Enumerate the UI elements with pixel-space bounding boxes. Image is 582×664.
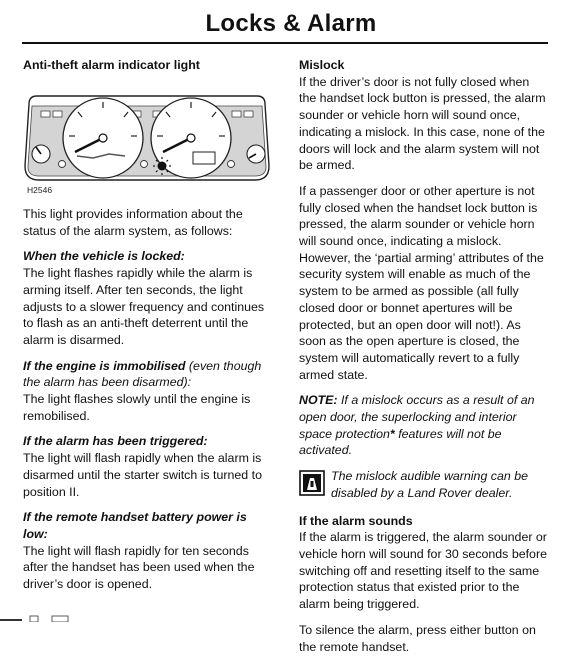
warning-note <box>299 468 549 501</box>
alarm-sounds-paragraph-2: To silence the alarm, press either button on the remote handset. <box>299 622 536 654</box>
indicator-heading: Anti-theft alarm indicator light <box>23 58 200 72</box>
section-triggered-title: If the alarm has been triggered: <box>23 434 208 449</box>
section-locked-title: When the vehicle is locked: <box>23 249 185 264</box>
footer-marks <box>0 614 80 622</box>
section-locked-body: The light flashes rapidly while the alarm is arming itself. After ten seconds, the light adjusts to a slower frequency and continues to flash as an anti-theft deterrent until the alarm is disarmed. <box>23 266 265 347</box>
left-column <box>23 206 273 602</box>
alarm-sounds-heading: If the alarm sounds <box>299 513 413 528</box>
section-battery-title: If the remote handset battery power is low: <box>23 510 247 541</box>
intro-paragraph: This light provides information about the status of the alarm system, as follows: <box>23 207 243 238</box>
caution-icon <box>299 470 325 496</box>
section-battery-body: The light will flash rapidly for ten seconds after the handset has been used when the driver’s door is opened. <box>23 543 255 592</box>
title-rule <box>22 42 548 44</box>
note-label: NOTE: <box>299 393 338 408</box>
instrument-cluster-illustration <box>23 92 271 184</box>
immobilised-title-suffix: (even though the alarm has been disarmed): <box>23 358 262 390</box>
mislock-paragraph-1: If the driver’s door is not fully closed when the handset lock button is pressed, the alarm sounder or vehicle horn will sound once, indicating a mislock. In this case, none of the doors will lock and the alarm system will not be armed. <box>299 74 546 173</box>
alarm-sounds-paragraph-1: If the alarm is triggered, the alarm sounder or vehicle horn will sound for 30 seconds before switching off and resetting itself to the same protection status that existed prior to the alarm being triggered. <box>299 530 547 612</box>
section-triggered-body: The light will flash rapidly when the alarm is disarmed until the starter switch is turned to position II. <box>23 451 262 499</box>
mislock-heading: Mislock <box>299 58 345 72</box>
left-heading-block <box>23 57 273 74</box>
figure-code: H2546 <box>27 185 53 195</box>
right-column <box>299 57 549 664</box>
warning-text: The mislock audible warning can be disabled by a Land Rover dealer. <box>331 469 528 500</box>
page-title: Locks & Alarm <box>205 10 377 37</box>
note-tail: features will not be activated. <box>299 426 502 458</box>
note-paragraph <box>299 392 549 459</box>
note-text: If a mislock occurs as a result of an open door, the superlocking and interior space protection <box>299 393 535 441</box>
note-star: * <box>389 426 395 441</box>
section-immobilised-title <box>23 358 273 391</box>
mislock-paragraph-2: If a passenger door or other aperture is not fully closed when the handset lock button is pressed, the alarm sounder or vehicle horn will sound once, indicating a mislock. However, the ‘partial arming’ attributes of the security system will enable as much of the system to be armed as possible (all fully closed door or bonnet apertures will be protected, but an open door will not!). As soon as the open aperture is closed, the system will automatically revert to a fully armed state. <box>299 183 544 382</box>
immobilised-title-bold: If the engine is immobilised <box>23 358 186 373</box>
section-immobilised-body: The light flashes slowly until the engine is remobilised. <box>23 392 251 423</box>
